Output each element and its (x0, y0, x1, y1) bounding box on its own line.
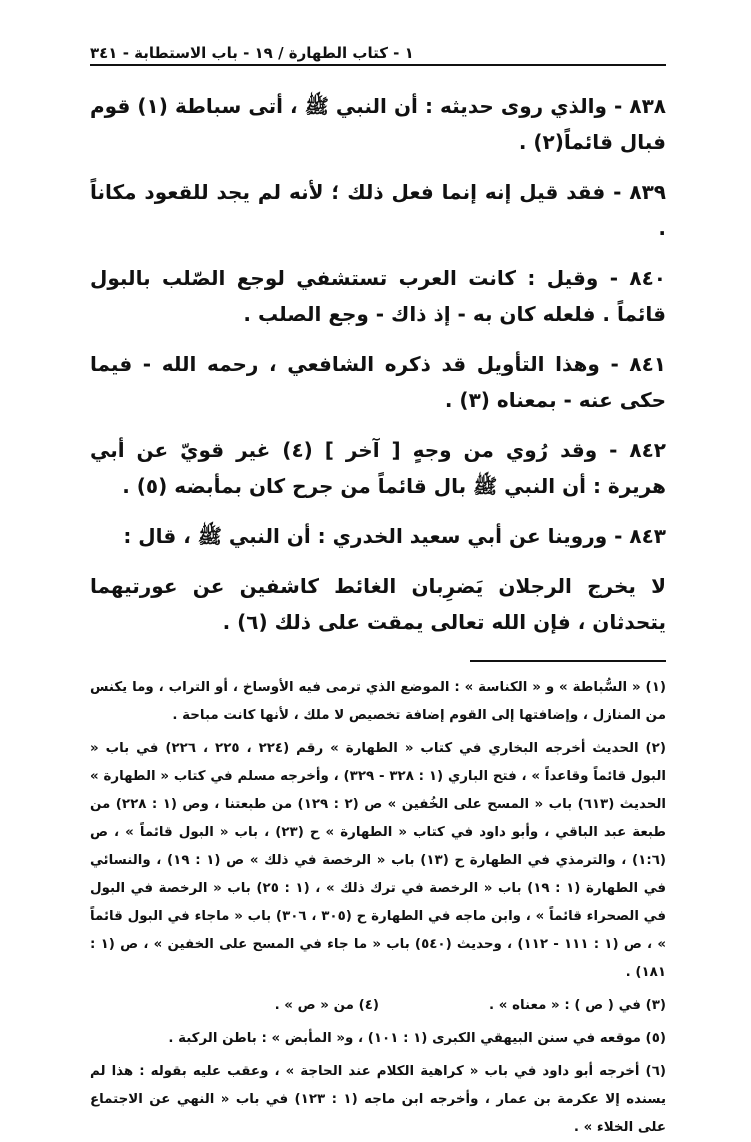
running-header (90, 44, 666, 66)
hadith-quote: لا يخرج الرجلان يَضرِبان الغائط كاشفين عن عورتيهما يتحدثان ، فإن الله تعالى يمقت على ذلك (٦) . (90, 574, 666, 634)
book-page (90, 44, 667, 1135)
paragraph-843: ٨٤٣ - وروينا عن أبي سعيد الخدري : أن النبي ﷺ ، قال : (123, 524, 666, 548)
footnote-row-3-4 (90, 992, 666, 1020)
paragraph-839: ٨٣٩ - فقد قيل إنه إنما فعل ذلك ؛ لأنه لم يجد للقعود مكاناً . (90, 180, 666, 240)
footnote-separator (470, 660, 666, 662)
footnote-4: (٤) من « ص » . (274, 998, 380, 1013)
paragraph-838: ٨٣٨ - والذي روى حديثه : أن النبي ﷺ ، أتى سباطة (١) قوم فبال قائماً(٢) . (90, 94, 666, 154)
running-title: ١ - كتاب الطهارة / ١٩ - باب الاستطابة - ٣٤١ (90, 44, 414, 62)
footnote-2: (٢) الحديث أخرجه البخاري في كتاب « الطهارة » رقم (٢٢٤ ، ٢٢٥ ، ٢٢٦) في باب « البول قائماً وقاعداً » ، فتح الباري (١ : ٣٢٨ - ٣٢٩) ، وأخرجه مسلم في كتاب « الطهارة » الحديث (٦١٣) باب « المسح على الخُفين » ص (٢ : ١٢٩) من طبعتنا ، وص (١ : ٢٢٨) من طبعة عبد الباقي ، وأبو داود في كتاب « الطهارة » ح (٢٣) ، باب « البول قائماً » ، ص (١:٦) ، والترمذي في الطهارة ح (١٣) باب « الرخصة في ذلك » ص (١ : ١٩) ، والنسائي في الطهارة (١ : ١٩) باب « الرخصة في ترك ذلك » ، (١ : ٢٥) باب « الرخصة في البول في الصحراء قائماً » ، وابن ماجه في الطهارة ح (٣٠٥ ، ٣٠٦) باب « ماجاء في البول قائماً » ، ص (١ : ١١١ - ١١٢) ، وحديث (٥٤٠) باب « ما جاء في المسح على الخفين » ، ص (١ : ١٨١) . (90, 741, 667, 980)
footnote-6: (٦) أخرجه أبو داود في باب « كراهية الكلام عند الحاجة » ، وعقب عليه بقوله : هذا لم يسنده إلا عكرمة بن عمار ، وأخرجه ابن ماجه (١ : ١٢٣) في باب « النهي عن الاجتماع على الخلاء » . (90, 1064, 666, 1135)
main-text (90, 88, 666, 640)
paragraph-841: ٨٤١ - وهذا التأويل قد ذكره الشافعي ، رحمه الله - فيما حكى عنه - بمعناه (٣) . (90, 352, 666, 412)
footnotes (90, 674, 666, 1142)
paragraph-842: ٨٤٢ - وقد رُوي من وجهٍ [ آخر ] (٤) غير قويّ عن أبي هريرة : أن النبي ﷺ بال قائماً من جرح كان بمأبضه (٥) . (90, 438, 667, 498)
footnote-5: (٥) موقعه في سنن البيهقي الكبرى (١ : ١٠١) ، و« المأبض » : باطن الركبة . (168, 1031, 666, 1046)
paragraph-840: ٨٤٠ - وقيل : كانت العرب تستشفي لوجع الصّلب بالبول قائماً . فلعله كان به - إذ ذاك - وجع الصلب . (90, 266, 666, 326)
footnote-3: (٣) في ( ص ) : « معناه » . (489, 998, 666, 1013)
footnote-1: (١) « السُّباطة » و « الكناسة » : الموضع الذي ترمى فيه الأوساخ ، أو التراب ، وما يكنس من المنازل ، وإضافتها إلى القوم إضافة تخصيص لا ملك ، لأنها كانت مباحة . (90, 680, 666, 723)
